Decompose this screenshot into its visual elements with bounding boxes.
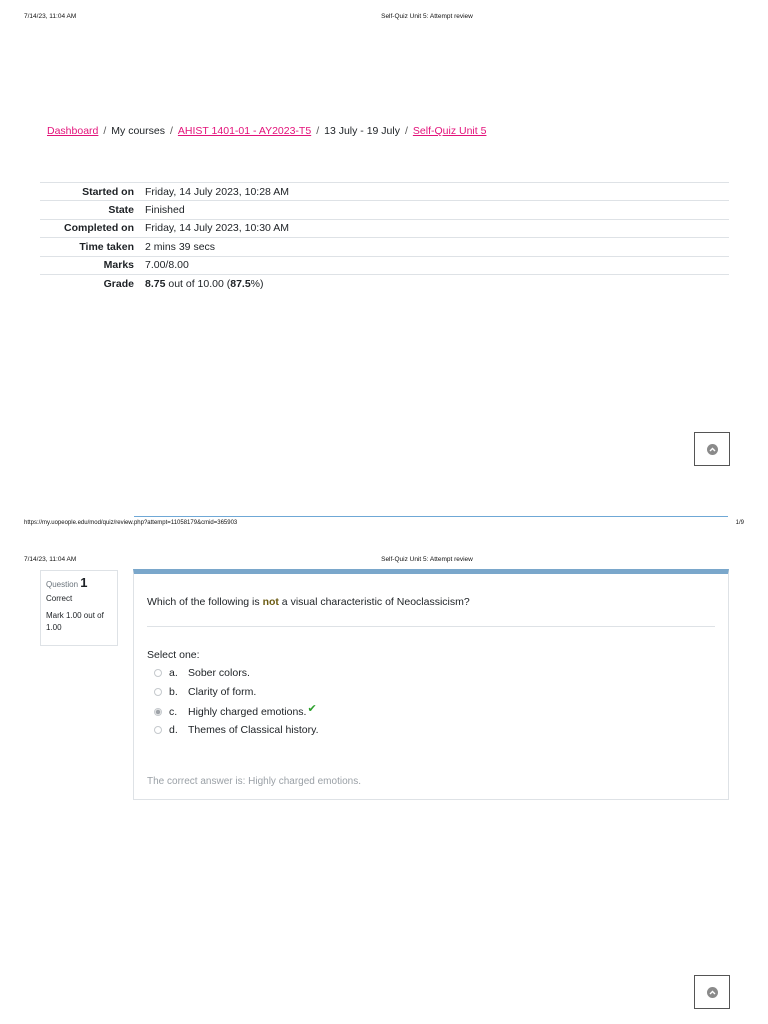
- breadcrumb: [47, 125, 486, 137]
- started-value: Friday, 14 July 2023, 10:28 AM: [145, 185, 289, 198]
- print-page-number: 1/9: [735, 520, 744, 526]
- back-to-top-button[interactable]: [694, 975, 730, 1009]
- radio-button[interactable]: [154, 726, 162, 734]
- summary-row-completed: [40, 219, 729, 237]
- chevron-up-circle-icon: [707, 987, 718, 998]
- breadcrumb-dashboard[interactable]: Dashboard: [47, 125, 99, 137]
- breadcrumb-separator: /: [404, 125, 408, 137]
- correct-answer-feedback: The correct answer is: Highly charged emotions.: [147, 776, 361, 787]
- answer-option-b[interactable]: b. Clarity of form.: [154, 686, 256, 698]
- breadcrumb-separator: /: [169, 125, 173, 137]
- radio-button-selected[interactable]: [154, 708, 162, 716]
- question-number: Question 1: [46, 575, 88, 590]
- divider: [147, 626, 715, 627]
- summary-row-started: [40, 183, 729, 201]
- time-value: 2 mins 39 secs: [145, 240, 216, 253]
- grade-percent: 87.5: [230, 277, 251, 290]
- started-label: Started on: [82, 185, 134, 198]
- radio-button[interactable]: [154, 688, 162, 696]
- page-break-line: [134, 516, 728, 517]
- grade-label: Grade: [103, 277, 134, 290]
- back-to-top-button[interactable]: [694, 432, 730, 466]
- state-value: Finished: [145, 204, 185, 217]
- question-text: Which of the following is not a visual characteristic of Neoclassicism?: [147, 596, 470, 608]
- select-one-label: Select one:: [147, 649, 200, 661]
- summary-row-marks: [40, 256, 729, 274]
- completed-label: Completed on: [64, 222, 134, 235]
- state-label: State: [108, 204, 134, 217]
- summary-row-time: [40, 238, 729, 256]
- summary-row-state: [40, 201, 729, 219]
- grade-value: [145, 274, 729, 292]
- answer-option-d[interactable]: d. Themes of Classical history.: [154, 724, 319, 736]
- question-info: [40, 570, 118, 646]
- print-date: 7/14/23, 11:04 AM: [24, 556, 77, 563]
- grade-mid: out of 10.00 (: [165, 277, 231, 290]
- breadcrumb-quiz[interactable]: Self-Quiz Unit 5: [412, 125, 487, 137]
- grade-score: 8.75: [145, 277, 166, 290]
- print-date: 7/14/23, 11:04 AM: [24, 13, 77, 20]
- attempt-summary-table: [40, 182, 729, 293]
- question-emphasis: not: [262, 596, 279, 608]
- summary-row-grade: [40, 274, 729, 292]
- print-header-page2: [0, 556, 768, 568]
- marks-label: Marks: [103, 259, 134, 272]
- print-header: [0, 13, 768, 25]
- answer-option-a[interactable]: a. Sober colors.: [154, 667, 250, 679]
- radio-button[interactable]: [154, 669, 162, 677]
- marks-value: 7.00/8.00: [145, 259, 189, 272]
- breadcrumb-my-courses: My courses: [111, 125, 165, 137]
- grade-end: %): [250, 277, 264, 290]
- completed-value: Friday, 14 July 2023, 10:30 AM: [145, 222, 289, 235]
- question-content: [133, 569, 729, 800]
- print-title: Self-Quiz Unit 5: Attempt review: [381, 13, 473, 20]
- checkmark-icon: ✔: [307, 703, 317, 715]
- time-label: Time taken: [79, 240, 134, 253]
- print-url: https://my.uopeople.edu/mod/quiz/review.php?attempt=11058179&cmid=365903: [24, 520, 238, 526]
- breadcrumb-separator: /: [103, 125, 107, 137]
- breadcrumb-course[interactable]: AHIST 1401-01 - AY2023-T5: [177, 125, 312, 137]
- chevron-up-circle-icon: [707, 444, 718, 455]
- question-mark: Mark 1.00 out of 1.00: [46, 611, 104, 632]
- breadcrumb-separator: /: [316, 125, 320, 137]
- answer-option-c[interactable]: c. Highly charged emotions. ✔: [154, 705, 317, 718]
- question-state: Correct: [46, 594, 73, 603]
- print-title: Self-Quiz Unit 5: Attempt review: [381, 556, 473, 563]
- breadcrumb-week: 13 July - 19 July: [324, 125, 400, 137]
